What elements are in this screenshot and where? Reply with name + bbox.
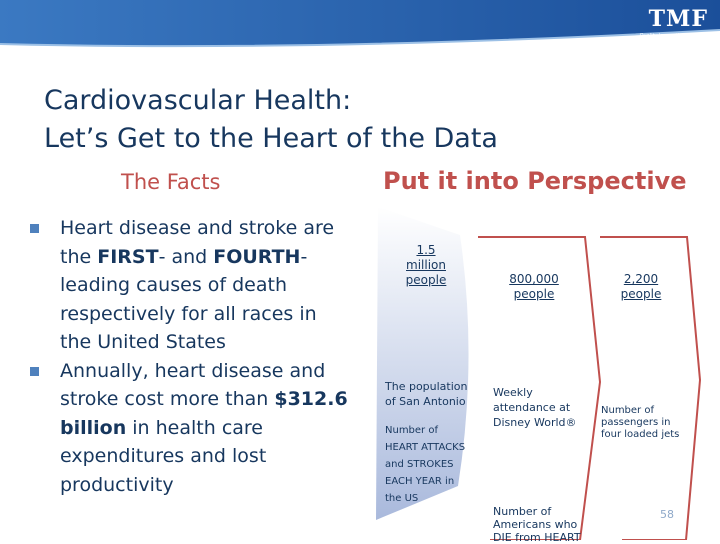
title-line-1: Cardiovascular Health: [44, 85, 352, 116]
bullet-text: - and [158, 245, 214, 268]
col3-description: Number of passengers in four loaded jets [601, 405, 680, 440]
bullet-bold: FIRST [97, 245, 159, 268]
facts-heading: The Facts [121, 170, 221, 194]
col2-description: Weekly attendance at Disney World® [493, 386, 577, 429]
bullet-text: -leading causes of death respectively for all races in the United States [60, 245, 317, 353]
col1-note: Number of HEART ATTACKS and STROKES EACH YEAR in the US [385, 425, 466, 504]
bullet-text: in health care expenditures and lost productivity [60, 416, 267, 496]
bullet-bold: FOURTH [213, 245, 301, 268]
bullet-text: Heart disease and stroke are the [60, 217, 335, 268]
bullet-text: Annually, heart disease and stroke cost more than [60, 359, 326, 410]
col1-description: The population of San Antonio [385, 380, 468, 408]
col3-value: 2,200 people [620, 272, 662, 301]
logo-tagline: Quality Innovation Network [639, 33, 708, 39]
page-number: 58 [660, 508, 674, 521]
perspective-heading: Put it into Perspective [383, 167, 687, 195]
col1-value: 1.5 million people [405, 243, 447, 287]
col2-value: 800,000 people [509, 272, 559, 301]
title-line-2: Let’s Get to the Heart of the Data [44, 123, 498, 154]
logo-name: TMF [648, 6, 708, 32]
col2-note: Number of Americans who DIE from HEART [493, 505, 581, 544]
bullet-bold: $312.6 billion [60, 388, 348, 439]
